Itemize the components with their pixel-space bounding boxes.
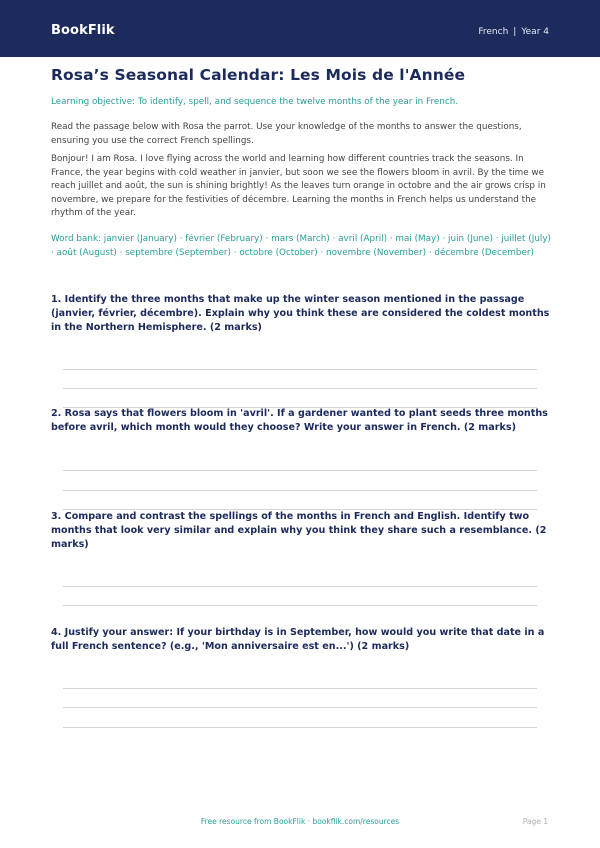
answer-line[interactable]: [63, 688, 537, 689]
answer-line[interactable]: [63, 490, 537, 491]
word-bank: Word bank: janvier (January) · février (February) · mars (March) · avril (April) · mai (May) · juin (June) · juillet (July) · août (August) · septembre (September) · octobre (October) · novembre (November) · décembre (December): [51, 234, 551, 258]
question-1: 1. Identify the three months that make up the winter season mentioned in the passage (janvier, février, décembre). Explain why you think these are considered the coldest months in the Northern Hemisphere. (2 marks): [51, 294, 550, 334]
answer-line[interactable]: [63, 470, 537, 471]
answer-line[interactable]: [63, 605, 537, 606]
subject-label: French: [478, 27, 509, 37]
worksheet-title: Rosa’s Seasonal Calendar: Les Mois de l'Année: [51, 66, 466, 84]
answer-line[interactable]: [63, 369, 537, 370]
header-bar: [0, 0, 600, 57]
meta-separator: |: [513, 27, 517, 37]
subject-year: [478, 27, 549, 37]
question-2: 2. Rosa says that flowers bloom in 'avril'. If a gardener wanted to plant seeds three months before avril, which month would they choose? Write your answer in French. (2 marks): [51, 408, 548, 434]
answer-line[interactable]: [63, 388, 537, 389]
answer-line[interactable]: [63, 586, 537, 587]
question-4: 4. Justify your answer: If your birthday is in September, how would you write that date in a full French sentence? (e.g., 'Mon anniversaire est en...') (2 marks): [51, 627, 545, 653]
reading-passage: Bonjour! I am Rosa. I love flying across the world and learning how different countries track the seasons. In France, the year begins with cold weather in janvier, but soon we see the flowers bloom in avril. By the time we reach juillet and août, the sun is shining brightly! As the leaves turn orange in octobre and the air grows crisp in novembre, we prepare for the festivities of décembre. Learning the months in French helps us understand the rhythm of the year.: [51, 154, 546, 219]
footer-credit: Free resource from BookFlik · bookflik.com/resources: [200, 817, 400, 826]
page-number: Page 1: [522, 817, 548, 826]
learning-objective: Learning objective: To identify, spell, and sequence the twelve months of the year in French.: [51, 97, 459, 107]
question-3: 3. Compare and contrast the spellings of the months in French and English. Identify two months that look very similar and explain why you think they share such a resemblance. (2 marks): [51, 511, 547, 551]
brand-logo: BookFlik: [51, 23, 115, 38]
year-label: Year 4: [521, 27, 549, 37]
answer-line[interactable]: [63, 727, 537, 728]
answer-line[interactable]: [63, 707, 537, 708]
intro-text: Read the passage below with Rosa the parrot. Use your knowledge of the months to answer the questions, ensuring you use the correct French spellings.: [51, 122, 522, 146]
